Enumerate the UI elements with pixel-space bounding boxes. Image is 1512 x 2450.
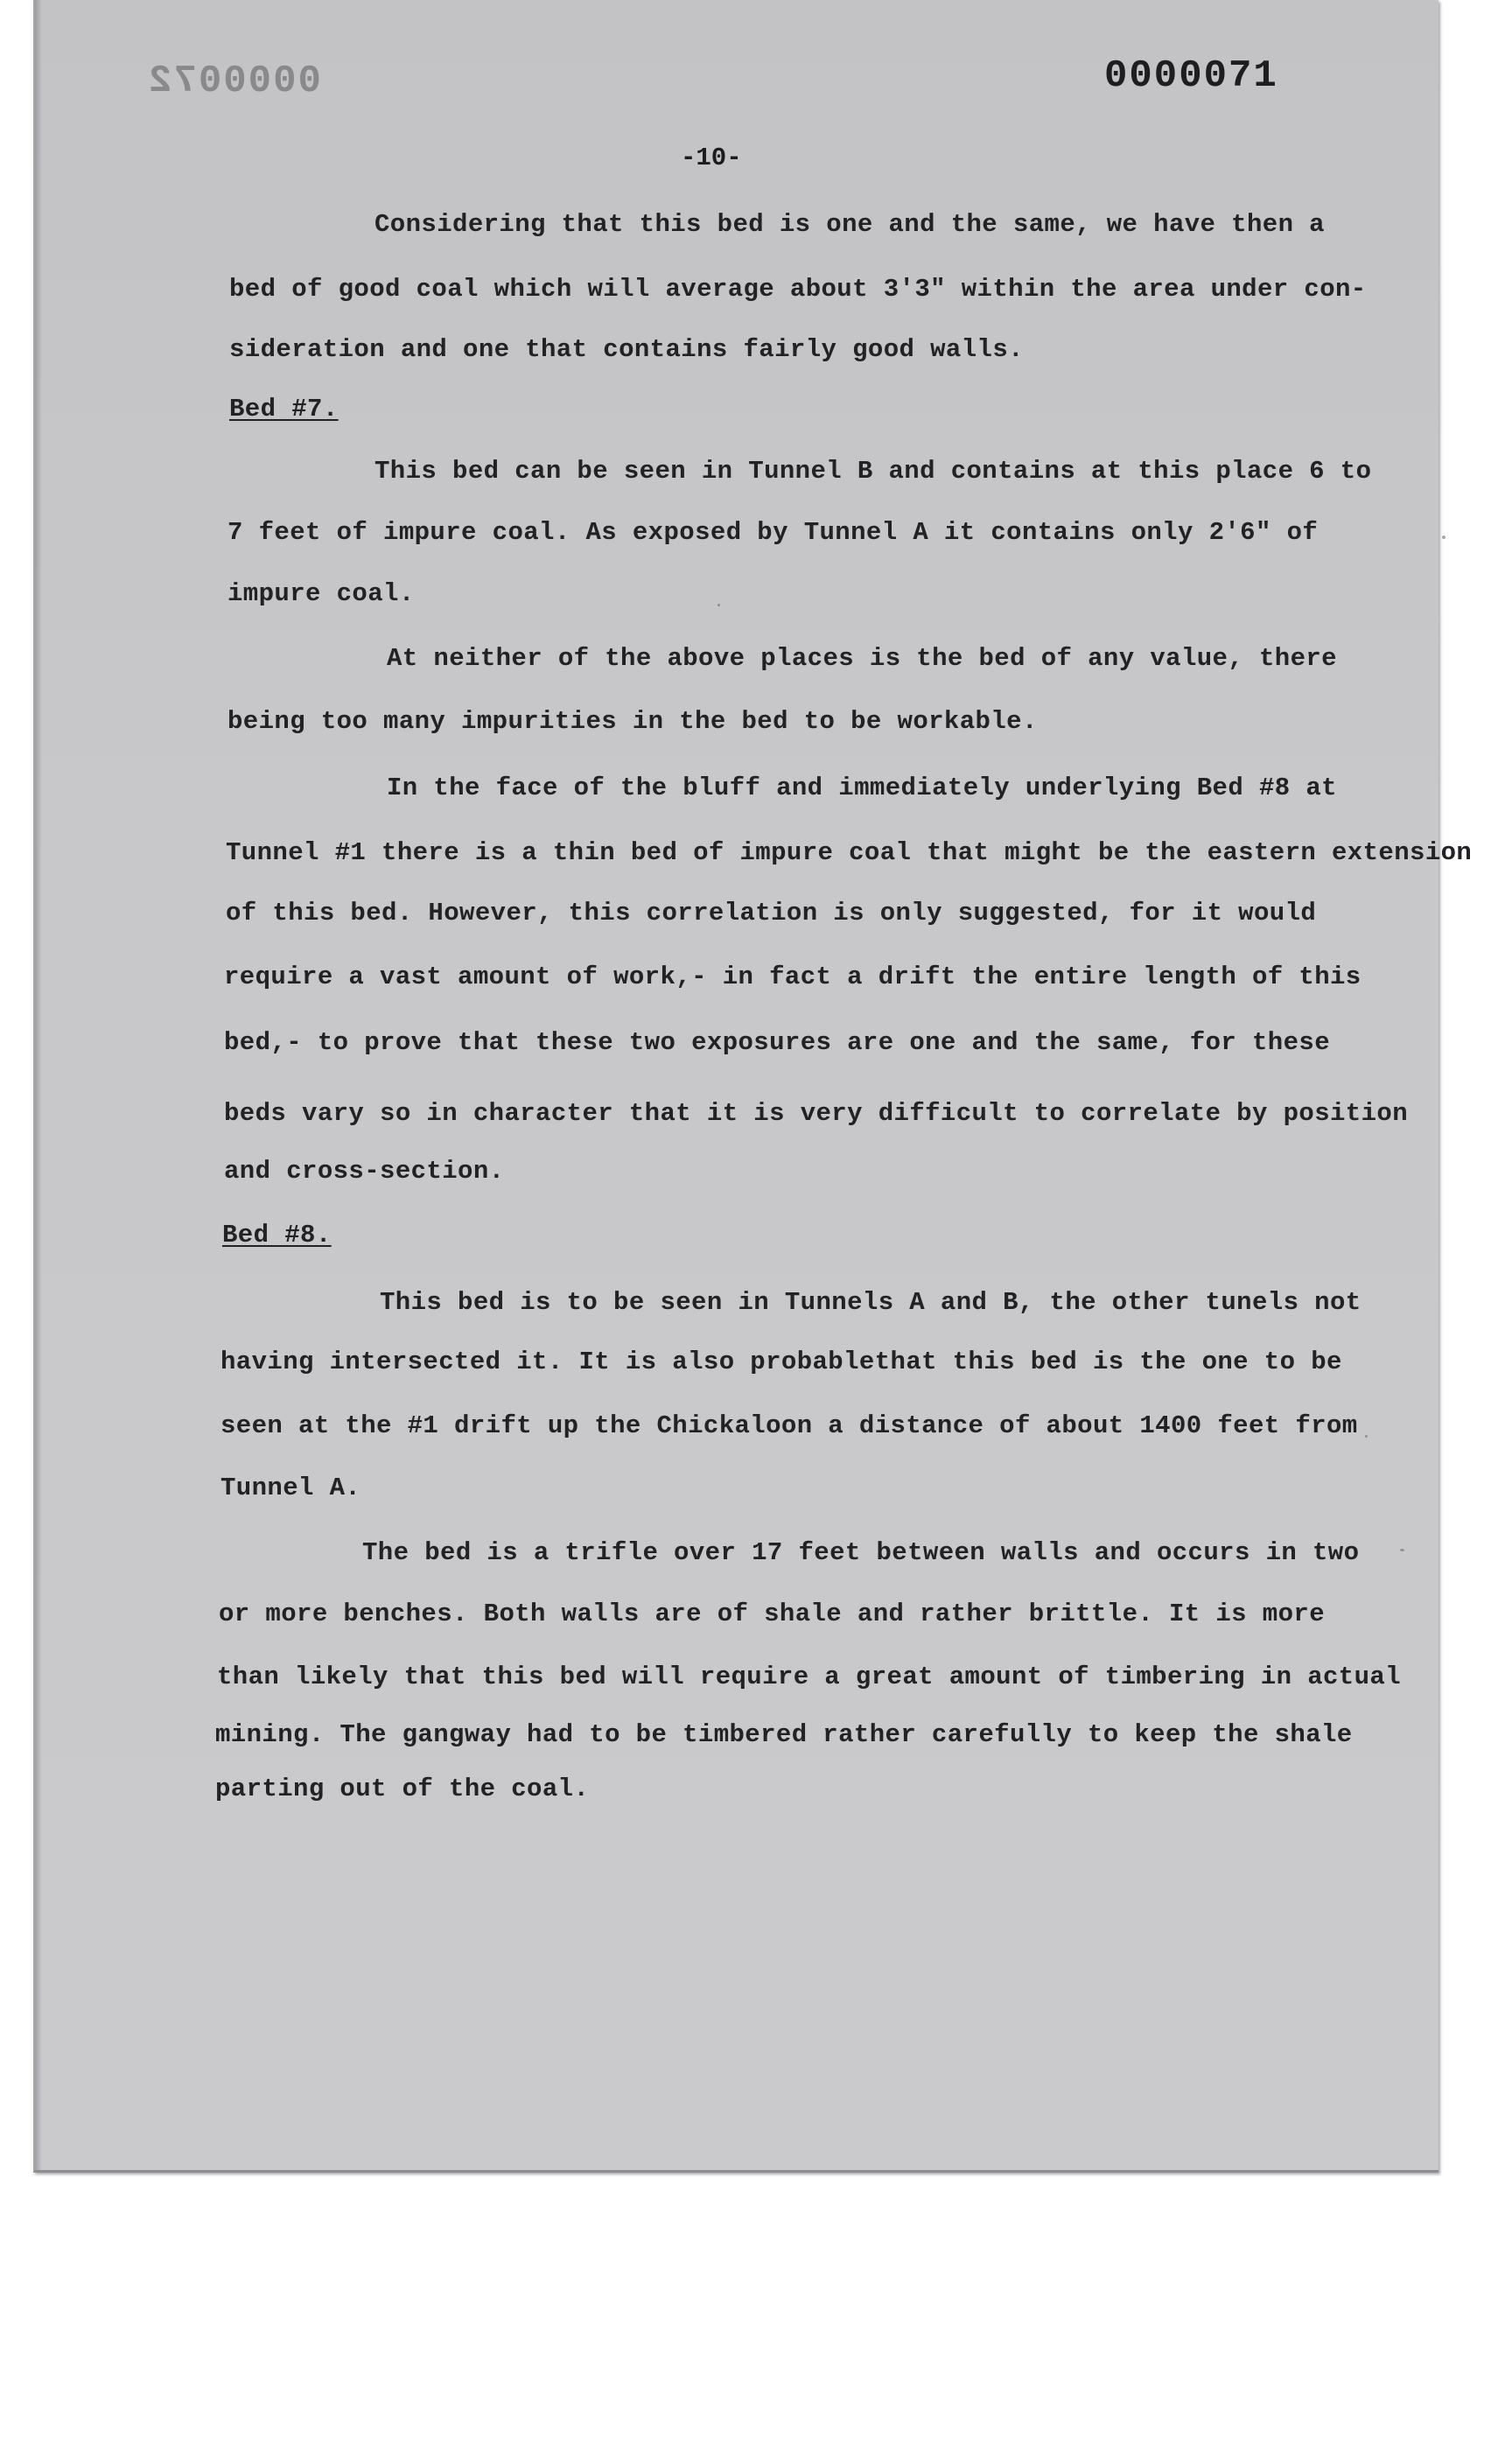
text-line: or more benches. Both walls are of shale and rather brittle. It is more (219, 1600, 1326, 1628)
paper-speck (1442, 536, 1446, 539)
text-line: parting out of the coal. (215, 1774, 590, 1803)
text-line: mining. The gangway had to be timbered rather carefully to keep the shale (215, 1720, 1353, 1749)
text-line: 7 feet of impure coal. As exposed by Tunnel A it contains only 2'6" of (228, 518, 1319, 547)
text-line: require a vast amount of work,- in fact a drift the entire length of this (224, 962, 1362, 991)
text-line: Tunnel #1 there is a thin bed of impure coal that might be the eastern extension (226, 838, 1473, 867)
text-line: beds vary so in character that it is very difficult to correlate by position (224, 1099, 1409, 1128)
paper-speck (1365, 1435, 1368, 1438)
page-number: -10- (681, 144, 742, 172)
text-line: of this bed. However, this correlation is only suggested, for it would (226, 899, 1317, 928)
text-line: This bed can be seen in Tunnel B and contains at this place 6 to (374, 457, 1372, 486)
paper-speck (718, 604, 720, 606)
bleed-through-page-stamp: 0000072 (147, 60, 321, 103)
text-line: bed,- to prove that these two exposures are one and the same, for these (224, 1028, 1331, 1057)
section-heading-bed-8: Bed #8. (222, 1221, 332, 1250)
text-line: seen at the #1 drift up the Chickaloon a distance of about 1400 feet from (220, 1411, 1358, 1440)
text-line: Considering that this bed is one and the same, we have then a (374, 210, 1325, 239)
document-page (33, 0, 1438, 2173)
text-line: and cross-section. (224, 1157, 505, 1186)
text-line: Tunnel A. (220, 1474, 361, 1502)
page-stamp-number: 0000071 (1104, 54, 1278, 98)
text-line: In the face of the bluff and immediately underlying Bed #8 at (387, 774, 1337, 802)
text-line: sideration and one that contains fairly good walls. (229, 335, 1024, 364)
text-line: The bed is a trifle over 17 feet between walls and occurs in two (362, 1538, 1360, 1567)
text-line: than likely that this bed will require a great amount of timbering in actual (217, 1662, 1402, 1691)
text-line: being too many impurities in the bed to be workable. (228, 707, 1038, 736)
text-line: This bed is to be seen in Tunnels A and B, the other tunels not (380, 1288, 1362, 1317)
page-edge-shadow (35, 0, 42, 2170)
text-line: having intersected it. It is also probablethat this bed is the one to be (220, 1348, 1342, 1376)
section-heading-bed-7: Bed #7. (229, 395, 339, 424)
text-line: bed of good coal which will average about 3'3" within the area under con- (229, 275, 1367, 304)
paper-speck (1400, 1549, 1404, 1551)
text-line: impure coal. (228, 579, 415, 608)
text-line: At neither of the above places is the bed of any value, there (387, 644, 1337, 673)
